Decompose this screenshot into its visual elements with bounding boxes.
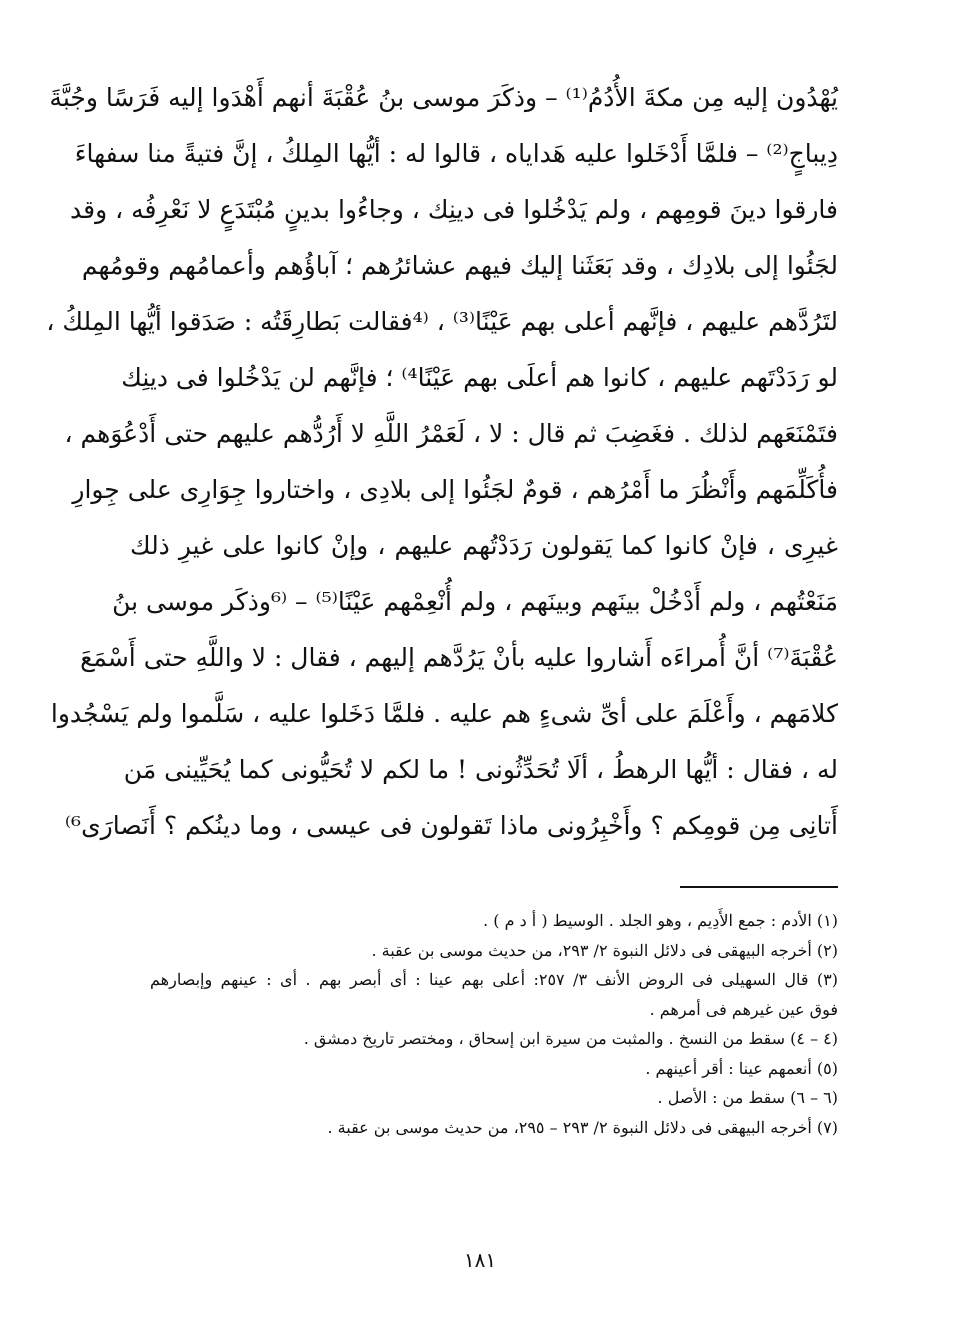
footnote: (٧) أخرجه البيهقى فى دلائل النبوة ٢/ ٢٩٣ – ٢٩٥، من حديث موسى بن عقبة .: [327, 1117, 838, 1137]
footnote: (٣) قال السهيلى فى الروض الأنف ٣/ ٢٥٧: أعلى بهم عينا : أى أبصر بهم . أى : عينهم وإبصارهم: [150, 970, 838, 989]
text-line: لجَئُوا إلى بلادِك ، وقد بَعَثَنا إليك فيهم عشائرُهم ؛ آباؤُهم وأعمامُهم وقومُهم: [81, 251, 838, 280]
text-line: عُقْبَةَ⁽⁷⁾ أنَّ أُمراءَه أَشاروا عليه بأنْ يَرُدَّهم إليهم ، فقال : لا واللَّهِ حتى أَسْمَعَ: [80, 643, 838, 672]
text-line: دِيباجٍ⁽²⁾ – فلمَّا أَدْخَلوا عليه هَداياه ، قالوا له : أيُّها المِلكُ ، إنَّ فتيةً منا سفهاءَ: [74, 139, 838, 168]
text-line: أَتانِى مِن قومِكم ؟ وأَخْبِرُونى ماذا تَقولون فى عيسى ، وما دينُكم ؟ أَنَصارَى⁶⁾: [64, 811, 838, 840]
text-line: مَنَعْتُهم ، ولم أَدْخُلْ بينَهم وبينَهم ، ولم أُنْعِمْهم عَيْنًا⁽⁵⁾ – ⁽⁶وذكَر موسى بنُ: [112, 587, 838, 616]
text-line: يُهْدُون إليه مِن مكةَ الأُدُمُ⁽¹⁾ – وذكَرَ موسى بنُ عُقْبَةَ أنهم أَهْدَوا إليه فَرَسًا وجُبَّةَ: [49, 83, 838, 112]
footnote: (٥) أنعمهم عينا : أقر أعينهم .: [645, 1058, 838, 1078]
main-text: [46, 70, 838, 854]
text-line: فأُكَلِّمَهم وأَنْظُرَ ما أَمْرُهم ، قومٌ لجَئُوا إلى بلادِى ، واختاروا جِوَارِى على جِوارِ: [72, 475, 838, 504]
text-line: غيرِى ، فإنْ كانوا كما يَقولون رَدَدْتُهم عليهم ، وإنْ كانوا على غيرِ ذلك: [130, 531, 838, 560]
text-line: كلامَهم ، وأَعْلَمَ على أىِّ شىءٍ هم عليه . فلمَّا دَخَلوا عليه ، سَلَّموا ولم يَسْجُدوا: [50, 699, 838, 728]
text-line: له ، فقال : أيُّها الرهطُ ، ألَا تُحَدِّثُونى ! ما لكم لا تُحَيُّونى كما يُحَيِّينى مَن: [123, 755, 838, 784]
text-line: فتَمْنَعَهم لذلك . فغَضِبَ ثم قال : لا ، لَعَمْرُ اللَّهِ لا أَرُدُّهم عليهم حتى أَدْعُوَهم ،: [64, 419, 838, 448]
text-line: لو رَدَدْتَهم عليهم ، كانوا هم أعلَى بهم عَيْنًا⁴⁾ ؛ فإنَّهم لن يَدْخُلوا فى دينِك: [121, 363, 838, 392]
footnote: (١) الأدم : جمع الأَدِيم ، وهو الجلد . الوسيط ( أ د م ) .: [483, 911, 838, 930]
footnote: (٢) أخرجه البيهقى فى دلائل النبوة ٢/ ٢٩٣، من حديث موسى بن عقبة .: [371, 940, 838, 960]
footnote-separator: [680, 886, 838, 888]
footnotes: [150, 906, 838, 1142]
text-line: لتَرُدَّهم عليهم ، فإنَّهم أعلى بهم عَيْنًا⁽³⁾ ، ⁽⁴فقالت بَطارِقَتُه : صَدَقوا أيُّها المِلكُ ،: [46, 307, 838, 336]
footnote: (٤ – ٤) سقط من النسخ . والمثبت من سيرة ابن إسحاق ، ومختصر تاريخ دمشق .: [303, 1029, 838, 1048]
footnote-continuation: فوق عين غيرهم فى أمرهم .: [649, 999, 838, 1019]
text-line: فارقوا دينَ قومِهم ، ولم يَدْخُلوا فى دينِك ، وجاءُوا بدينٍ مُبْتَدَعٍ لا نَعْرِفُه ، وقد: [70, 195, 838, 224]
page-number: ١٨١: [463, 1248, 497, 1272]
footnote: (٦ – ٦) سقط من : الأصل .: [657, 1088, 838, 1107]
